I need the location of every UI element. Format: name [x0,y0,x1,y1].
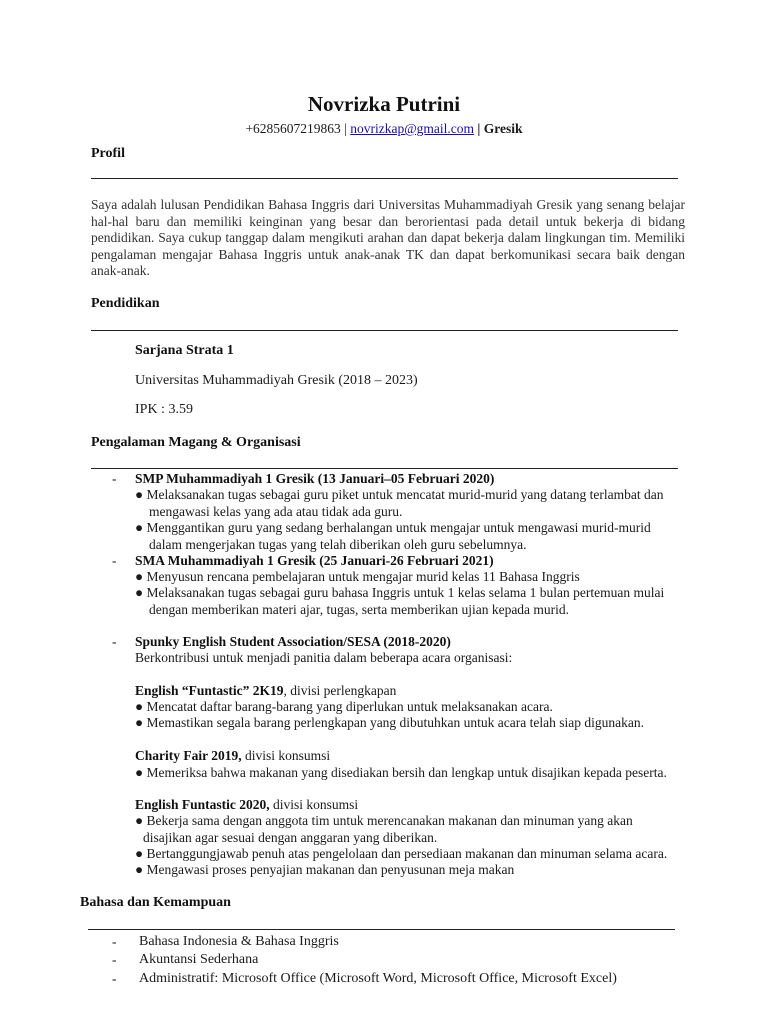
section-heading-skills: Bahasa dan Kemampuan [80,895,231,910]
experience-title-sesa: Spunky English Student Association/SESA (2018-2020) [135,634,451,649]
bullet-icon: ● [135,715,144,730]
phone-number: +6285607219863 [245,121,341,136]
list-dash: - [112,634,117,649]
list-item [135,862,514,879]
event-title [135,797,358,814]
experience-title-sma: SMA Muhammadiyah 1 Gresik (25 Januari-26 Februari 2021) [135,553,494,568]
bullet-icon: ● [135,765,144,780]
list-item [135,699,553,716]
list-dash: - [112,934,117,949]
section-divider [91,468,678,469]
candidate-name: Novrizka Putrini [307,92,461,116]
list-dash: - [112,471,117,486]
bullet-icon: ● [135,487,144,502]
bullet-icon: ● [135,585,144,600]
list-item [135,765,667,782]
list-item [135,520,685,553]
bullet-text-continued: disajikan agar sesuai dengan anggaran yang diberikan. [143,829,438,845]
contact-line [0,121,768,137]
gpa: IPK : 3.59 [135,402,193,417]
university-name: Universitas Muhammadiyah Gresik (2018 – 2023) [135,373,418,388]
section-divider [88,929,675,930]
list-dash: - [112,971,117,986]
bullet-text: Melaksanakan tugas sebagai guru piket untuk mencatat murid-murid yang datang terlambat dan [146,487,664,502]
skill-item: Bahasa Indonesia & Bahasa Inggris [139,934,339,949]
event-division: divisi konsumsi [269,797,359,812]
skill-item: Administratif: Microsoft Office (Microsoft Word, Microsoft Office, Microsoft Excel) [139,971,617,986]
bullet-text: Menggantikan guru yang sedang berhalangan untuk mengajar untuk mengawasi murid-murid [146,520,651,535]
bullet-text: Bertanggungjawab penuh atas pengelolaan dan persediaan makanan dan minuman selama acara. [146,846,668,861]
event-name: English “Funtastic” 2K19 [135,683,284,698]
section-heading-profile: Profil [91,146,125,161]
list-dash: - [112,952,117,967]
bullet-text: Menyusun rencana pembelajaran untuk mengajar murid kelas 11 Bahasa Inggris [146,569,580,584]
bullet-text-continued: dengan memberikan materi ajar, tugas, serta memberikan ujian kepada murid. [149,601,570,617]
section-divider [91,330,678,331]
bullet-icon: ● [135,699,144,714]
bullet-text: Melaksanakan tugas sebagai guru bahasa Inggris untuk 1 kelas selama 1 bulan pertemuan mulai [146,585,665,600]
list-item [135,715,644,732]
bullet-text: Memeriksa bahwa makanan yang disediakan bersih dan lengkap untuk disajikan kepada peserta. [146,765,667,780]
event-name: English Funtastic 2020, [135,797,270,812]
sesa-intro: Berkontribusi untuk menjadi panitia dalam beberapa acara organisasi: [135,650,513,665]
list-item [135,813,685,846]
bullet-text: Mengawasi proses penyajian makanan dan penyusunan meja makan [146,862,515,877]
section-divider [91,178,678,179]
list-item [135,846,667,863]
separator: | [477,121,481,136]
event-division: divisi konsumsi [241,748,331,763]
bullet-text-continued: mengawasi kelas yang ada atau tidak ada guru. [149,503,403,519]
bullet-icon: ● [135,520,144,535]
list-item [135,569,580,586]
profile-paragraph: Saya adalah lulusan Pendidikan Bahasa Inggris dari Universitas Muhammadiyah Gresik yang senang belajar hal-hal baru dan memiliki keinginan yang besar dan berorientasi pada detail untuk bekerja di bidang pendidikan. Saya cukup tanggap dalam mengikuti arahan dan dapat bekerja dalam lingkungan tim. Memiliki pengalaman mengajar Bahasa Inggris untuk anak-anak TK dan dapat berkomunikasi secara baik dengan anak-anak. [91,197,685,278]
section-heading-education: Pendidikan [91,296,160,311]
bullet-text: Memastikan segala barang perlengkapan yang dibutuhkan untuk acara telah siap digunakan. [146,715,644,730]
bullet-icon: ● [135,862,144,877]
list-item [135,487,685,520]
list-item [135,585,685,618]
event-title [135,683,396,700]
experience-title-smp: SMP Muhammadiyah 1 Gresik (13 Januari–05 Februari 2020) [135,471,495,486]
degree-title: Sarjana Strata 1 [135,343,234,358]
event-name: Charity Fair 2019, [135,748,242,763]
section-heading-experience: Pengalaman Magang & Organisasi [91,435,301,450]
bullet-text: Mencatat daftar barang-barang yang diperlukan untuk melaksanakan acara. [146,699,553,714]
email-link[interactable]: novrizkap@gmail.com [350,121,475,136]
bullet-text: Bekerja sama dengan anggota tim untuk merencanakan makanan dan minuman yang akan [146,813,633,828]
event-division: , divisi perlengkapan [283,683,397,698]
bullet-icon: ● [135,813,144,828]
skill-item: Akuntansi Sederhana [139,952,259,967]
event-title [135,748,330,765]
separator: | [344,121,347,136]
bullet-icon: ● [135,569,144,584]
list-dash: - [112,553,117,568]
bullet-icon: ● [135,846,144,861]
bullet-text-continued: dalam mengerjakan tugas yang telah diberikan oleh guru sebelumnya. [149,536,527,552]
city: Gresik [483,121,523,136]
